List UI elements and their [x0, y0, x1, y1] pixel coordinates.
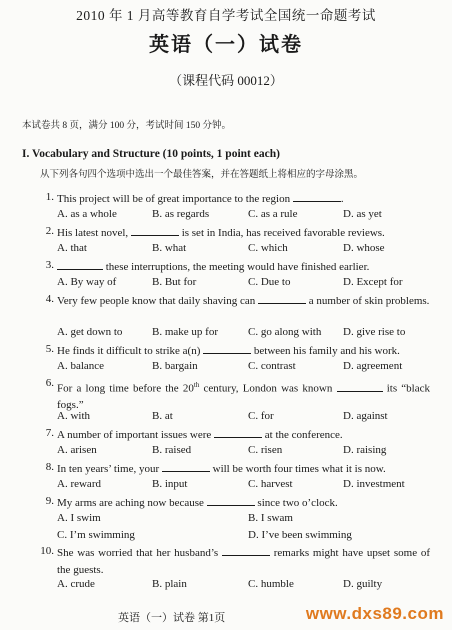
stem-text: since two o’clock. — [257, 497, 338, 509]
option: B. bargain — [152, 360, 198, 372]
answer-blank — [337, 382, 383, 392]
stem-text: His latest novel, — [57, 227, 129, 239]
option: C. humble — [248, 578, 294, 590]
superscript: th — [193, 381, 200, 389]
question-number: 7. — [45, 427, 54, 439]
question-stem — [57, 343, 430, 360]
section-title: I. Vocabulary and Structure (10 points, 1 point each) — [22, 148, 280, 160]
option: B. make up for — [152, 326, 218, 338]
option: D. Except for — [343, 276, 403, 288]
question-number: 3. — [45, 259, 54, 271]
option: C. harvest — [248, 478, 293, 490]
question-stem — [57, 545, 430, 578]
option: C. contrast — [248, 360, 296, 372]
option: D. investment — [343, 478, 405, 490]
question-stem — [57, 427, 430, 444]
stem-text: these interruptions, the meeting would have finished earlier. — [105, 261, 370, 273]
option: A. get down to — [57, 326, 123, 338]
paper-title: 英语（一）试卷 — [149, 34, 303, 56]
question-number: 5. — [45, 343, 54, 355]
question-stem — [57, 377, 430, 414]
option: C. go along with — [248, 326, 322, 338]
answer-blank — [207, 496, 255, 506]
option: A. By way of — [57, 276, 117, 288]
question-number: 9. — [45, 495, 54, 507]
stem-text: Very few people know that daily shaving can — [57, 295, 256, 307]
answer-blank — [222, 546, 270, 556]
option: C. which — [248, 242, 288, 254]
answer-blank — [203, 344, 251, 354]
option: A. arisen — [57, 444, 97, 456]
answer-blank — [258, 294, 306, 304]
stem-text: is set in India, has received favorable reviews. — [181, 227, 385, 239]
option: B. plain — [152, 578, 187, 590]
exam-title: 2010 年 1 月高等教育自学考试全国统一命题考试 — [76, 8, 376, 23]
option: B. what — [152, 242, 187, 254]
question-number: 2. — [45, 225, 54, 237]
site-watermark: www.dxs89.com — [305, 604, 444, 623]
stem-text: She was worried that her husband’s — [57, 547, 219, 559]
question-stem — [57, 259, 430, 276]
option: A. crude — [57, 578, 95, 590]
option: C. Due to — [248, 276, 291, 288]
option: A. reward — [57, 478, 101, 490]
option: D. against — [343, 410, 388, 422]
stem-text: its “black fogs.” — [57, 382, 430, 412]
option: B. as regards — [152, 208, 210, 220]
stem-text: will be worth four times what it is now. — [212, 463, 386, 475]
option: A. as a whole — [57, 208, 117, 220]
option: D. give rise to — [343, 326, 406, 338]
question-stem — [57, 495, 430, 512]
option: B. raised — [152, 444, 192, 456]
option: D. agreement — [343, 360, 403, 372]
stem-text: This project will be of great importance to the region — [57, 193, 291, 205]
question-number: 8. — [45, 461, 54, 473]
question-stem — [57, 191, 430, 208]
option: A. I swim — [57, 512, 101, 524]
option: A. that — [57, 242, 87, 254]
stem-text: at the conference. — [264, 429, 343, 441]
section-instruction: 从下列各句四个选项中选出一个最佳答案，并在答题纸上将相应的字母涂黑。 — [40, 170, 364, 180]
stem-text: My arms are aching now because — [57, 497, 204, 509]
exam-note: 本试卷共 8 页，满分 100 分，考试时间 150 分钟。 — [22, 121, 232, 131]
option: A. with — [57, 410, 90, 422]
option: D. raising — [343, 444, 387, 456]
option: B. But for — [152, 276, 197, 288]
course-code: （课程代码 00012） — [169, 73, 283, 88]
stem-text: He finds it difficult to strike a(n) — [57, 345, 201, 357]
option: D. as yet — [343, 208, 382, 220]
answer-blank — [131, 226, 179, 236]
option: B. input — [152, 478, 188, 490]
option: B. I swam — [248, 512, 293, 524]
option: C. as a rule — [248, 208, 298, 220]
answer-blank — [57, 260, 103, 270]
question-stem — [57, 225, 430, 242]
question-number: 10. — [40, 545, 54, 557]
option: D. I’ve been swimming — [248, 529, 352, 541]
stem-text: For a long time before the 20 — [57, 382, 194, 395]
question-number: 6. — [45, 377, 54, 389]
stem-text: century, London was known — [199, 382, 333, 395]
answer-blank — [162, 462, 210, 472]
question-stem — [57, 293, 430, 310]
option: A. balance — [57, 360, 105, 372]
stem-text: A number of important issues were — [57, 429, 212, 441]
option: C. for — [248, 410, 274, 422]
stem-text: . — [340, 193, 344, 205]
page-footer: 英语（一）试卷 第1页 — [118, 612, 226, 624]
option: C. risen — [248, 444, 283, 456]
question-stem — [57, 461, 430, 478]
option: D. guilty — [343, 578, 383, 590]
stem-text: In ten years’ time, your — [57, 463, 160, 475]
option: C. I’m swimming — [57, 529, 135, 541]
stem-text: a number of skin problems. — [308, 295, 430, 307]
answer-blank — [293, 192, 341, 202]
answer-blank — [214, 428, 262, 438]
option: D. whose — [343, 242, 385, 254]
stem-text: between his family and his work. — [253, 345, 400, 357]
question-number: 4. — [45, 293, 54, 305]
question-number: 1. — [45, 191, 54, 203]
option: B. at — [152, 410, 173, 422]
stem-text: remarks might have upset some of the guests. — [57, 547, 431, 576]
